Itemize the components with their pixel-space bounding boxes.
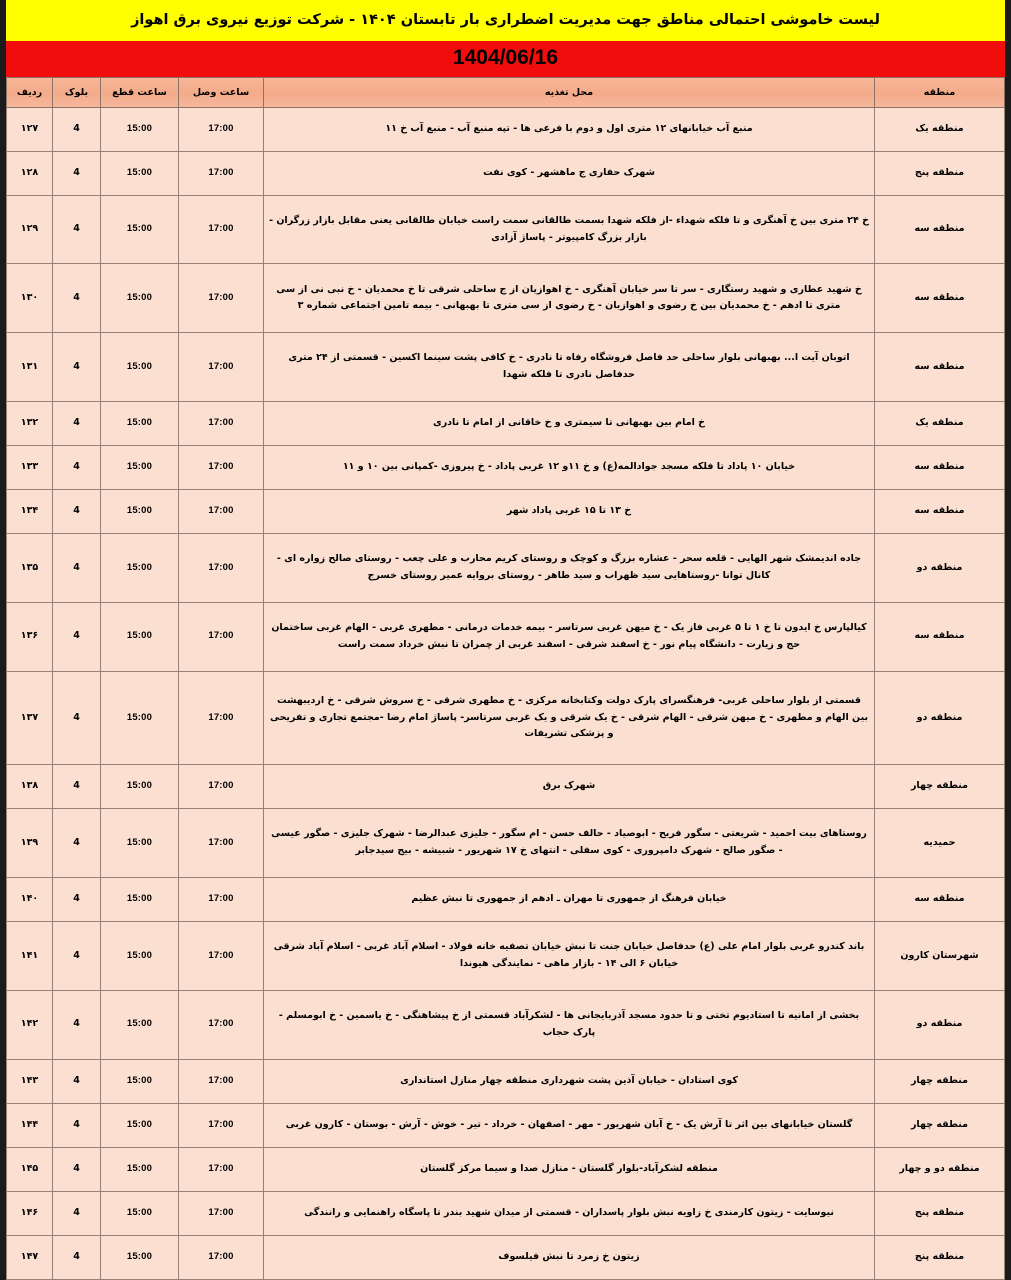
table-cell-zone: منطقه پنج [875, 1235, 1005, 1279]
table-cell-block: 4 [53, 107, 101, 151]
table-cell-off-time: 15:00 [101, 990, 179, 1059]
table-cell-block: 4 [53, 401, 101, 445]
table-cell-off-time: 15:00 [101, 264, 179, 333]
table-cell-zone: منطقه سه [875, 264, 1005, 333]
table-cell-block: 4 [53, 446, 101, 490]
table-cell-on-time: 17:00 [179, 446, 264, 490]
table-cell-row-number: ۱۳۸ [7, 765, 53, 809]
table-cell-row-number: ۱۴۶ [7, 1191, 53, 1235]
table-cell-block: 4 [53, 1103, 101, 1147]
table-row[interactable] [7, 922, 1005, 991]
table-cell-on-time: 17:00 [179, 490, 264, 534]
table-cell-off-time: 15:00 [101, 1235, 179, 1279]
page-title: لیست خاموشی احتمالی مناطق جهت مدیریت اضطراری بار تابستان ۱۴۰۴ - شرکت توزیع نیروی برق اهواز [6, 0, 1005, 41]
table-cell-row-number: ۱۳۷ [7, 671, 53, 765]
table-cell-block: 4 [53, 1059, 101, 1103]
table-row[interactable] [7, 195, 1005, 264]
table-row[interactable] [7, 1059, 1005, 1103]
table-cell-row-number: ۱۲۹ [7, 195, 53, 264]
table-cell-place: خیابان ۱۰ پاداد تا فلکه مسجد جوادالمه(ع) و خ ۱۱و ۱۲ غربی پاداد - خ پیروزی -کمپانی بین ۱۰ و ۱۱ [264, 446, 875, 490]
table-cell-row-number: ۱۴۵ [7, 1147, 53, 1191]
table-cell-place: خ امام بین بهبهانی تا سیمتری و خ خاقانی از امام تا نادری [264, 401, 875, 445]
table-cell-block: 4 [53, 151, 101, 195]
table-cell-on-time: 17:00 [179, 151, 264, 195]
right-edge-rail [1005, 0, 1011, 1280]
table-cell-zone: منطقه چهار [875, 1059, 1005, 1103]
table-cell-place: خ شهید عطاری و شهید رستگاری - سر تا سر خیابان آهنگری - خ اهوازیان از ج ساحلی شرقی تا خ محمدیان - خ نبی نی از سی متری تا ادهم - خ محمدیان بین خ رضوی و اهوازیان - خ رضوی از سی متری تا بهبهانی - بیمه تامین اجتماعی شماره ۳ [264, 264, 875, 333]
table-cell-on-time: 17:00 [179, 1147, 264, 1191]
table-cell-row-number: ۱۳۵ [7, 534, 53, 603]
table-cell-place: باند کندرو غربی بلوار امام علی (ع) حدفاصل خیابان جنت تا نبش خیابان تصفیه خانه فولاد - اسلام آباد غربی - اسلام آباد شرقی خیابان ۶ الی ۱۴ - بازار ماهی - نمایندگی هیوندا [264, 922, 875, 991]
table-cell-place: کوی استادان - خیابان آذین پشت شهرداری منطقه چهار منازل استانداری [264, 1059, 875, 1103]
table-cell-block: 4 [53, 922, 101, 991]
table-cell-place: خیابان فرهنگ از جمهوری تا مهران ـ ادهم از جمهوری تا نبش عظیم [264, 878, 875, 922]
table-cell-zone: منطقه سه [875, 446, 1005, 490]
table-cell-zone: منطقه چهار [875, 765, 1005, 809]
table-cell-zone: منطقه سه [875, 602, 1005, 671]
table-cell-row-number: ۱۳۲ [7, 401, 53, 445]
table-cell-block: 4 [53, 765, 101, 809]
table-row[interactable] [7, 264, 1005, 333]
table-cell-place: منبع آب خیابانهای ۱۲ متری اول و دوم با فرعی ها - تپه منبع آب - منبع آب خ ۱۱ [264, 107, 875, 151]
table-cell-off-time: 15:00 [101, 765, 179, 809]
table-cell-place: روستاهای بیت احمید - شریعتی - سگور فریح - ابوصیاد - حالف حسن - ام سگور - جلیزی عبدالرضا - شهرک جلیزی - صگور عیسی - صگور صالح - شهرک دامپروری - کوی سفلی - انتهای خ ۱۷ شهریور - شبیشه - بیج سیدجابر [264, 809, 875, 878]
table-row[interactable] [7, 151, 1005, 195]
table-row[interactable] [7, 671, 1005, 765]
table-cell-block: 4 [53, 878, 101, 922]
table-row[interactable] [7, 765, 1005, 809]
table-cell-zone: حمیدیه [875, 809, 1005, 878]
table-row[interactable] [7, 446, 1005, 490]
table-cell-on-time: 17:00 [179, 333, 264, 402]
table-cell-place: نیوسایت - زیتون کارمندی خ زاویه نبش بلوار پاسداران - قسمتی از میدان شهید بندر تا پاسگاه راهنمایی و رانندگی [264, 1191, 875, 1235]
table-cell-zone: منطقه یک [875, 107, 1005, 151]
table-cell-block: 4 [53, 490, 101, 534]
left-edge-rail [0, 0, 6, 1280]
table-cell-zone: منطقه سه [875, 195, 1005, 264]
column-header-row[interactable]: ردیف [7, 77, 53, 107]
table-cell-row-number: ۱۴۰ [7, 878, 53, 922]
schedule-date: 1404/06/16 [6, 41, 1005, 76]
table-cell-on-time: 17:00 [179, 1059, 264, 1103]
table-cell-zone: منطقه سه [875, 490, 1005, 534]
table-cell-place: خ ۲۴ متری بین خ آهنگری و تا فلکه شهداء -از فلکه شهدا بسمت طالقانی سمت راست خیابان طالقانی یعنی مقابل بازار زرگران - بازار بزرگ کامپیوتر - پاساژ آزادی [264, 195, 875, 264]
table-row[interactable] [7, 809, 1005, 878]
table-cell-on-time: 17:00 [179, 534, 264, 603]
table-cell-block: 4 [53, 602, 101, 671]
table-cell-on-time: 17:00 [179, 1235, 264, 1279]
table-cell-off-time: 15:00 [101, 446, 179, 490]
table-cell-row-number: ۱۴۳ [7, 1059, 53, 1103]
table-row[interactable] [7, 1191, 1005, 1235]
table-row[interactable] [7, 534, 1005, 603]
schedule-sheet [6, 0, 1005, 1280]
table-cell-block: 4 [53, 671, 101, 765]
table-cell-block: 4 [53, 264, 101, 333]
table-cell-on-time: 17:00 [179, 922, 264, 991]
table-cell-off-time: 15:00 [101, 534, 179, 603]
table-cell-off-time: 15:00 [101, 878, 179, 922]
table-cell-off-time: 15:00 [101, 401, 179, 445]
table-cell-zone: منطقه دو و چهار [875, 1147, 1005, 1191]
table-cell-zone: منطقه چهار [875, 1103, 1005, 1147]
table-cell-place: شهرک برق [264, 765, 875, 809]
table-cell-on-time: 17:00 [179, 107, 264, 151]
column-header-off-time[interactable]: ساعت قطع [101, 77, 179, 107]
outage-table [6, 77, 1005, 1280]
table-cell-block: 4 [53, 990, 101, 1059]
table-row[interactable] [7, 602, 1005, 671]
table-cell-block: 4 [53, 809, 101, 878]
table-cell-row-number: ۱۳۹ [7, 809, 53, 878]
table-cell-off-time: 15:00 [101, 107, 179, 151]
table-cell-row-number: ۱۴۱ [7, 922, 53, 991]
table-cell-zone: منطقه پنج [875, 151, 1005, 195]
table-cell-row-number: ۱۲۸ [7, 151, 53, 195]
table-cell-off-time: 15:00 [101, 809, 179, 878]
table-row[interactable] [7, 1103, 1005, 1147]
table-cell-place: زیتون خ زمرد تا نبش فیلسوف [264, 1235, 875, 1279]
table-cell-place: منطقه لشکرآباد-بلوار گلستان - منازل صدا و سیما مرکز گلستان [264, 1147, 875, 1191]
table-header [7, 77, 1005, 107]
table-cell-block: 4 [53, 1147, 101, 1191]
table-cell-on-time: 17:00 [179, 1191, 264, 1235]
table-cell-block: 4 [53, 333, 101, 402]
table-cell-row-number: ۱۳۴ [7, 490, 53, 534]
table-cell-zone: منطقه یک [875, 401, 1005, 445]
table-cell-on-time: 17:00 [179, 195, 264, 264]
table-cell-off-time: 15:00 [101, 195, 179, 264]
table-cell-place: شهرک حفاری ج ماهشهر - کوی نفت [264, 151, 875, 195]
table-cell-on-time: 17:00 [179, 765, 264, 809]
column-header-block[interactable]: بلوک [53, 77, 101, 107]
table-row[interactable] [7, 401, 1005, 445]
table-cell-place: قسمتی از بلوار ساحلی غربی- فرهنگسرای پارک دولت وکتابخانه مرکزی - خ مطهری شرقی - خ سروش شرقی - خ اردیبهشت بین الهام و مطهری - خ میهن شرقی - الهام شرقی - خ یک شرقی و یک غربی سرتاسر- پاساژ امام رضا -مجتمع تجاری و تفریحی و پزشکی تشریفات [264, 671, 875, 765]
table-header-row [7, 77, 1005, 107]
table-cell-zone: منطقه دو [875, 990, 1005, 1059]
table-cell-on-time: 17:00 [179, 878, 264, 922]
table-cell-row-number: ۱۴۲ [7, 990, 53, 1059]
table-cell-on-time: 17:00 [179, 1103, 264, 1147]
table-cell-row-number: ۱۳۰ [7, 264, 53, 333]
table-cell-block: 4 [53, 534, 101, 603]
table-cell-row-number: ۱۴۷ [7, 1235, 53, 1279]
table-cell-on-time: 17:00 [179, 671, 264, 765]
table-row[interactable] [7, 333, 1005, 402]
table-row[interactable] [7, 107, 1005, 151]
column-header-zone[interactable]: منطقه [875, 77, 1005, 107]
table-cell-on-time: 17:00 [179, 401, 264, 445]
table-body [7, 107, 1005, 1279]
table-cell-on-time: 17:00 [179, 602, 264, 671]
table-cell-off-time: 15:00 [101, 1059, 179, 1103]
table-cell-place: گلستان خیابانهای بین اثر تا آرش یک - خ آبان شهریور - مهر - اصفهان - خرداد - تیر - خوش - آرش - بوستان - کارون غربی [264, 1103, 875, 1147]
table-cell-off-time: 15:00 [101, 333, 179, 402]
table-cell-off-time: 15:00 [101, 490, 179, 534]
table-cell-zone: منطقه سه [875, 878, 1005, 922]
table-cell-zone: منطقه سه [875, 333, 1005, 402]
table-row[interactable] [7, 1147, 1005, 1191]
table-cell-zone: منطقه پنج [875, 1191, 1005, 1235]
table-cell-place: اتوبان آیت ا... بهبهانی بلوار ساحلی حد فاصل فروشگاه رفاه تا نادری - خ کافی پشت سینما اکسین - قسمتی از ۲۴ متری حدفاصل نادری تا فلکه شهدا [264, 333, 875, 402]
table-cell-off-time: 15:00 [101, 922, 179, 991]
table-cell-row-number: ۱۲۷ [7, 107, 53, 151]
table-row[interactable] [7, 1235, 1005, 1279]
table-cell-row-number: ۱۴۴ [7, 1103, 53, 1147]
table-cell-place: خ ۱۳ تا ۱۵ غربی پاداد شهر [264, 490, 875, 534]
table-cell-row-number: ۱۳۶ [7, 602, 53, 671]
table-row[interactable] [7, 490, 1005, 534]
table-cell-off-time: 15:00 [101, 602, 179, 671]
table-cell-place: بخشی از امانیه تا استادیوم تختی و تا حدود مسجد آذربایجانی ها - لشکرآباد قسمتی از خ پیشاهنگی - خ یاسمین - خ ابومسلم - پارک حجاب [264, 990, 875, 1059]
table-cell-off-time: 15:00 [101, 1191, 179, 1235]
table-cell-on-time: 17:00 [179, 990, 264, 1059]
table-cell-block: 4 [53, 195, 101, 264]
table-row[interactable] [7, 878, 1005, 922]
table-cell-on-time: 17:00 [179, 809, 264, 878]
table-cell-off-time: 15:00 [101, 671, 179, 765]
table-row[interactable] [7, 990, 1005, 1059]
table-cell-place: کیالپارس خ ایدون تا خ ۱ تا ۵ غربی فاز یک - خ میهن غربی سرتاسر - بیمه خدمات درمانی - مطهری غربی - الهام غربی ساختمان حج و زیارت - دانشگاه پیام نور - خ اسفند شرقی - اسفند غربی از چمران تا نبش خرداد سمت راست [264, 602, 875, 671]
table-cell-block: 4 [53, 1191, 101, 1235]
table-cell-row-number: ۱۳۱ [7, 333, 53, 402]
table-cell-on-time: 17:00 [179, 264, 264, 333]
table-cell-off-time: 15:00 [101, 1147, 179, 1191]
table-cell-zone: شهرستان کارون [875, 922, 1005, 991]
table-cell-place: جاده اندیمشک شهر الهایی - قلعه سحر - عشاره بزرگ و کوچک و روستای کریم محارب و علی چعب - روستای صالح زواره ای - کانال توانا -روستاهایی سید ظهراب و سید طاهر - روستای بروایه عمیر روستای خسرج [264, 534, 875, 603]
table-cell-off-time: 15:00 [101, 151, 179, 195]
table-cell-off-time: 15:00 [101, 1103, 179, 1147]
table-cell-row-number: ۱۳۳ [7, 446, 53, 490]
column-header-on-time[interactable]: ساعت وصل [179, 77, 264, 107]
table-cell-zone: منطقه دو [875, 671, 1005, 765]
table-cell-zone: منطقه دو [875, 534, 1005, 603]
table-cell-block: 4 [53, 1235, 101, 1279]
column-header-place[interactable]: محل تغذیه [264, 77, 875, 107]
